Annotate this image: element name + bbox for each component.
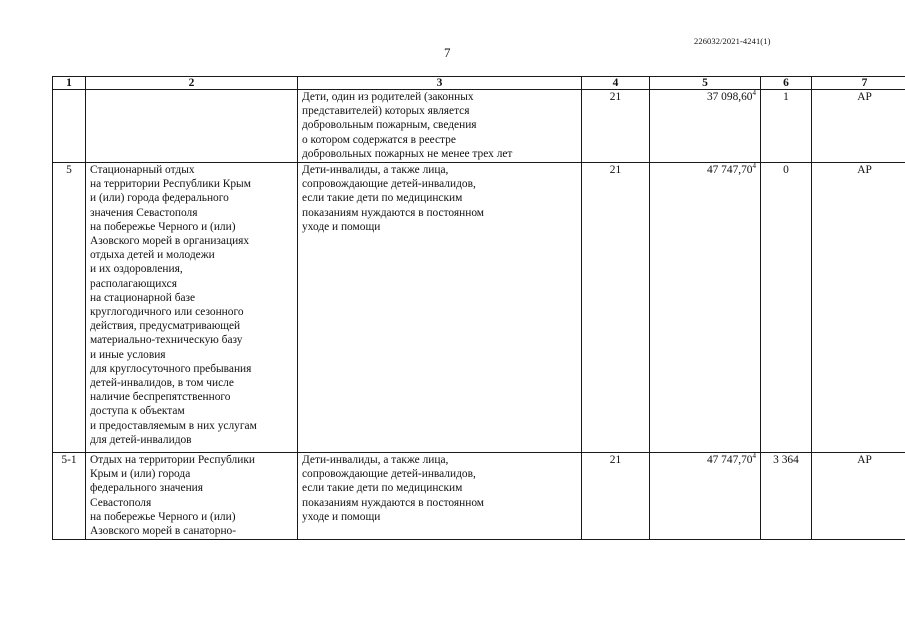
cost-value: 47 747,70 [706, 454, 753, 466]
duration-days: 21 [582, 90, 650, 163]
count-value: 1 [761, 90, 812, 163]
service-description [86, 90, 298, 163]
page-number: 7 [444, 45, 451, 60]
table-row [53, 453, 905, 540]
row-number [53, 90, 86, 163]
count-value: 0 [761, 163, 812, 453]
funding-source: АР [812, 90, 905, 163]
cost-value: 47 747,70 [706, 164, 753, 176]
column-header: 5 [650, 77, 761, 90]
document-id: 226032/2021-4241(1) [694, 36, 771, 46]
table-row [53, 163, 905, 453]
service-description: Отдых на территории Республики Крым и (или) города федерального значения Севастополя на побережье Черного и (или) Азовского морей в санаторно- [86, 453, 298, 540]
footnote-mark: 4 [752, 452, 756, 460]
column-header: 1 [53, 77, 86, 90]
column-header: 7 [812, 77, 905, 90]
column-header: 4 [582, 77, 650, 90]
beneficiary-category: Дети-инвалиды, а также лица, сопровождающие детей-инвалидов, если такие дети по медицинским показаниям нуждаются в постоянном уходе и помощи [298, 163, 582, 453]
column-header: 6 [761, 77, 812, 90]
count-value: 3 364 [761, 453, 812, 540]
column-header: 2 [86, 77, 298, 90]
footnote-mark: 4 [752, 89, 756, 97]
row-number: 5 [53, 163, 86, 453]
beneficiary-category: Дети-инвалиды, а также лица, сопровождающие детей-инвалидов, если такие дети по медицинским показаниям нуждаются в постоянном уходе и помощи [298, 453, 582, 540]
cost-cell [650, 90, 761, 163]
duration-days: 21 [582, 163, 650, 453]
table-header-row [53, 77, 905, 90]
cost-cell [650, 453, 761, 540]
cost-value: 37 098,60 [706, 91, 753, 103]
service-description: Стационарный отдых на территории Республики Крым и (или) города федерального значения Севастополя на побережье Черного и (или) Азовского морей в организациях отдыха детей и молодежи и их оздоровления, располагающихся на стационарной базе круглогодичного или сезонного действия, предусматривающей материально-техническую базу и иные условия для круглосуточного пребывания детей-инвалидов, в том числе наличие беспрепятственного доступа к объектам и предоставляемым в них услугам для детей-инвалидов [86, 163, 298, 453]
cost-cell [650, 163, 761, 453]
funding-source: АР [812, 453, 905, 540]
row-number: 5-1 [53, 453, 86, 540]
footnote-mark: 4 [752, 162, 756, 170]
column-header: 3 [298, 77, 582, 90]
duration-days: 21 [582, 453, 650, 540]
beneficiary-category: Дети, один из родителей (законных представителей) которых является добровольным пожарным, сведения о котором содержатся в реестре добровольных пожарных не менее трех лет [298, 90, 582, 163]
services-table [52, 76, 905, 540]
funding-source: АР [812, 163, 905, 453]
table-row [53, 90, 905, 163]
